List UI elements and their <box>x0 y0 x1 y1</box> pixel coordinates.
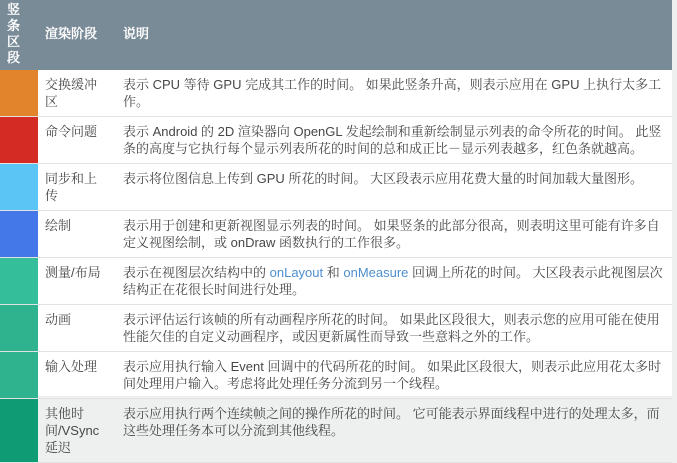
stage-description <box>116 258 672 305</box>
api-link[interactable]: onLayout <box>269 265 324 280</box>
table-body <box>0 70 672 463</box>
description-text: 和 <box>323 265 344 280</box>
stage-description <box>116 117 672 164</box>
description-text: 表示将位图信息上传到 GPU 所花的时间。 大区段表示应用花费大量的时间加载大量图形。 <box>123 171 644 186</box>
stage-name: 绘制 <box>38 211 116 258</box>
bar-color-swatch <box>0 399 38 463</box>
stage-description <box>116 305 672 352</box>
description-text: 表示应用执行输入 Event 回调中的代码所花的时间。 如果此区段很大，则表示此应用花太多时间处理用户输入。考虑将此处理任务分流到另一个线程。 <box>123 359 662 391</box>
bar-color-swatch <box>0 117 38 164</box>
bar-color-swatch <box>0 352 38 399</box>
header-bar-segment: 竖条区段 <box>0 0 38 70</box>
description-text: 表示 Android 的 2D 渲染器向 OpenGL 发起绘制和重新绘制显示列表的命令所花的时间。 此竖条的高度与它执行每个显示列表所花的时间的总和成正比－显示列表越多，红色条就越高。 <box>123 124 662 156</box>
stage-name: 测量/布局 <box>38 258 116 305</box>
stage-name: 交换缓冲区 <box>38 70 116 117</box>
api-link[interactable]: onMeasure <box>343 265 409 280</box>
description-text: 表示 CPU 等待 GPU 完成其工作的时间。 如果此竖条升高，则表示应用在 GPU 上执行太多工作。 <box>123 77 662 109</box>
table-row <box>0 305 672 352</box>
stage-description <box>116 352 672 399</box>
description-text: 表示在视图层次结构中的 <box>123 265 270 280</box>
table-row <box>0 258 672 305</box>
bar-color-swatch <box>0 70 38 117</box>
table-row <box>0 164 672 211</box>
bar-color-swatch <box>0 258 38 305</box>
stage-description <box>116 211 672 258</box>
stage-name: 输入处理 <box>38 352 116 399</box>
header-description: 说明 <box>116 0 672 70</box>
description-text: 表示用于创建和更新视图显示列表的时间。 如果竖条的此部分很高，则表明这里可能有许多自定义视图绘制，或 onDraw 函数执行的工作很多。 <box>123 218 660 250</box>
table-row <box>0 399 672 463</box>
table-row <box>0 211 672 258</box>
description-text: 表示评估运行该帧的所有动画程序所花的时间。 如果此区段很大，则表示您的应用可能在使用性能欠佳的自定义动画程序，或因更新属性而导致一些意料之外的工作。 <box>123 312 660 344</box>
table-row <box>0 70 672 117</box>
table-header-row <box>0 0 672 70</box>
stage-name: 同步和上传 <box>38 164 116 211</box>
stage-name: 其他时间/VSync 延迟 <box>38 399 116 463</box>
table-row <box>0 352 672 399</box>
bar-color-swatch <box>0 211 38 258</box>
stage-description <box>116 70 672 117</box>
bar-color-swatch <box>0 164 38 211</box>
stage-description <box>116 164 672 211</box>
stage-name: 动画 <box>38 305 116 352</box>
stage-name: 命令问题 <box>38 117 116 164</box>
stage-description <box>116 399 672 463</box>
description-text: 表示应用执行两个连续帧之间的操作所花的时间。 它可能表示界面线程中进行的处理太多，而这些处理任务本可以分流到其他线程。 <box>123 406 660 438</box>
table-row <box>0 117 672 164</box>
bar-color-swatch <box>0 305 38 352</box>
description-text: 回调上所花的时间。 大区段表示此视图层次结构正在花很长时间进行处理。 <box>123 265 663 297</box>
header-render-stage: 渲染阶段 <box>38 0 116 70</box>
